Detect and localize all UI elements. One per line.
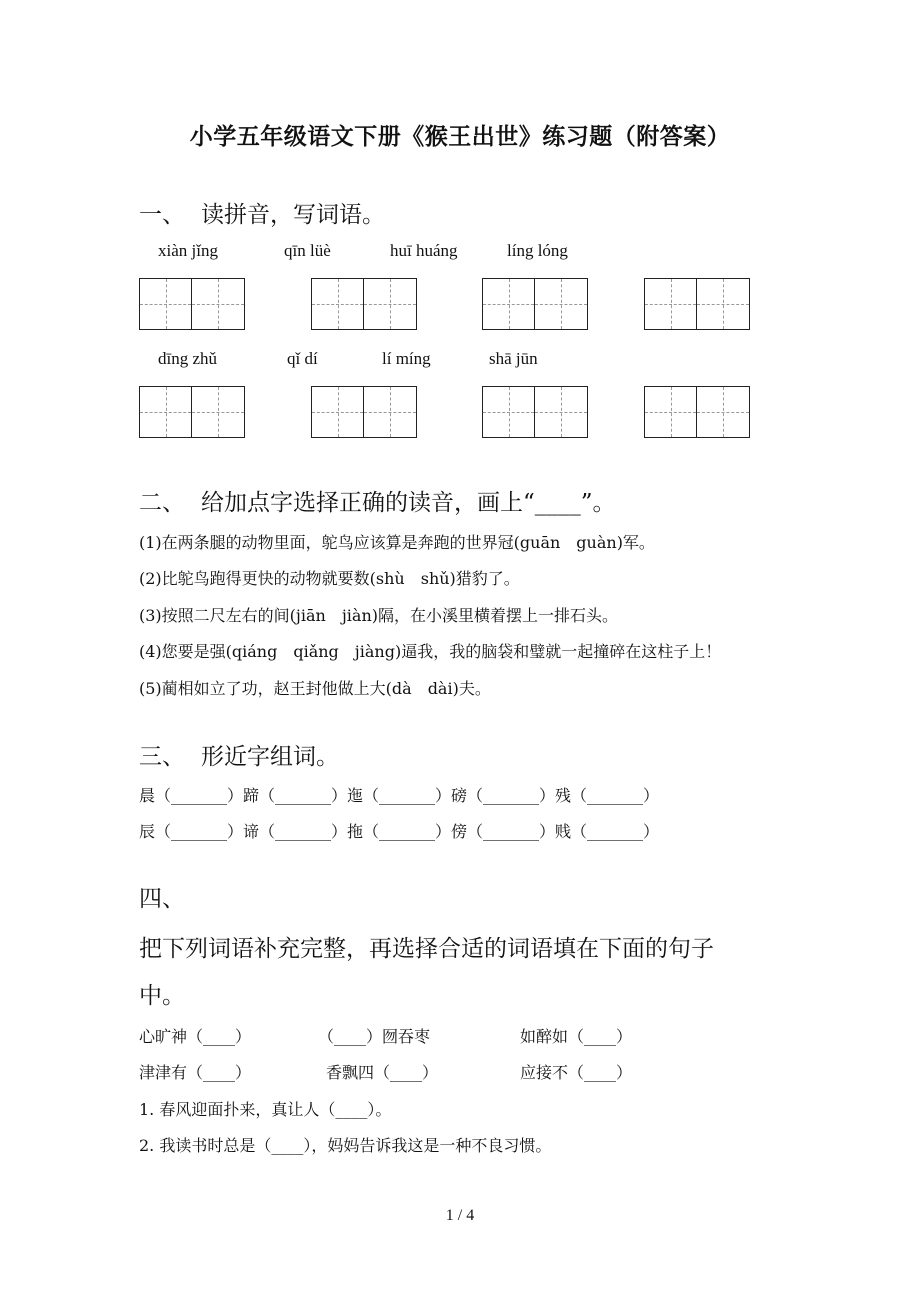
question-item: (1)在两条腿的动物里面，鸵鸟应该算是奔跑的世界冠(guān guàn)军。 <box>139 533 655 552</box>
section-1-heading <box>139 196 385 229</box>
page-number: 1 / 4 <box>445 1207 475 1224</box>
question-item: (5)蔺相如立了功，赵王封他做上大(dà dài)夫。 <box>139 679 491 698</box>
char-group-row-2: 辰（_______）谛（_______）拖（_______）傍（_______）贱（_______） <box>139 822 660 841</box>
question-item: (3)按照二尺左右的间(jiān jiàn)隔，在小溪里横着摆上一排石头。 <box>139 606 618 625</box>
writing-grid[interactable] <box>139 278 245 330</box>
writing-grid[interactable] <box>311 386 417 438</box>
idiom-fill: （____）囫吞枣 <box>318 1027 431 1046</box>
writing-grid[interactable] <box>482 386 588 438</box>
section-4-number: 四、 <box>139 886 185 912</box>
writing-grid[interactable] <box>482 278 588 330</box>
section-1-title: 读拼音，写词语。 <box>201 202 385 228</box>
question-item: (2)比鸵鸟跑得更快的动物就要数(shù shǔ)猎豹了。 <box>139 569 520 588</box>
section-2-title: 给加点字选择正确的读音，画上“____”。 <box>201 490 616 516</box>
pinyin-7: lí míng <box>382 349 431 368</box>
pinyin-8: shā jūn <box>489 349 538 368</box>
section-4-title-line-1: 把下列词语补充完整，再选择合适的词语填在下面的句子 <box>139 936 714 962</box>
pinyin-5: dīng zhǔ <box>158 349 218 368</box>
page-title: 小学五年级语文下册《猴王出世》练习题（附答案） <box>189 123 731 150</box>
pinyin-1: xiàn jǐng <box>158 241 218 260</box>
pinyin-6: qǐ dí <box>287 349 318 368</box>
section-3-number: 三、 <box>139 744 185 770</box>
writing-grid[interactable] <box>644 386 750 438</box>
section-1-number: 一、 <box>139 202 185 228</box>
writing-grid[interactable] <box>139 386 245 438</box>
section-3-title: 形近字组词。 <box>201 744 339 770</box>
section-2-number: 二、 <box>139 490 185 516</box>
writing-grid[interactable] <box>311 278 417 330</box>
pinyin-3: huī huáng <box>390 241 458 260</box>
section-3-heading <box>139 738 339 771</box>
writing-grid[interactable] <box>644 278 750 330</box>
char-group-row-1: 晨（_______）蹄（_______）迤（_______）磅（_______）残（_______） <box>139 786 660 805</box>
idiom-fill: 香飘四（____） <box>326 1063 439 1082</box>
idiom-fill: 津津有（____） <box>139 1063 252 1082</box>
sentence-1: 1. 春风迎面扑来，真让人（____）。 <box>139 1100 392 1119</box>
sentence-2: 2. 我读书时总是（____），妈妈告诉我这是一种不良习惯。 <box>139 1136 552 1155</box>
pinyin-4: líng lóng <box>507 241 568 260</box>
section-2-heading <box>139 484 616 517</box>
pinyin-2: qīn lüè <box>284 241 331 260</box>
idiom-fill: 心旷神（____） <box>139 1027 252 1046</box>
question-item: (4)您要是强(qiáng qiǎng jiàng)逼我，我的脑袋和璧就一起撞碎在这柱子上！ <box>139 642 722 661</box>
idiom-fill: 应接不（____） <box>520 1063 633 1082</box>
section-4-title-line-2: 中。 <box>139 983 185 1009</box>
idiom-fill: 如醉如（____） <box>520 1027 633 1046</box>
